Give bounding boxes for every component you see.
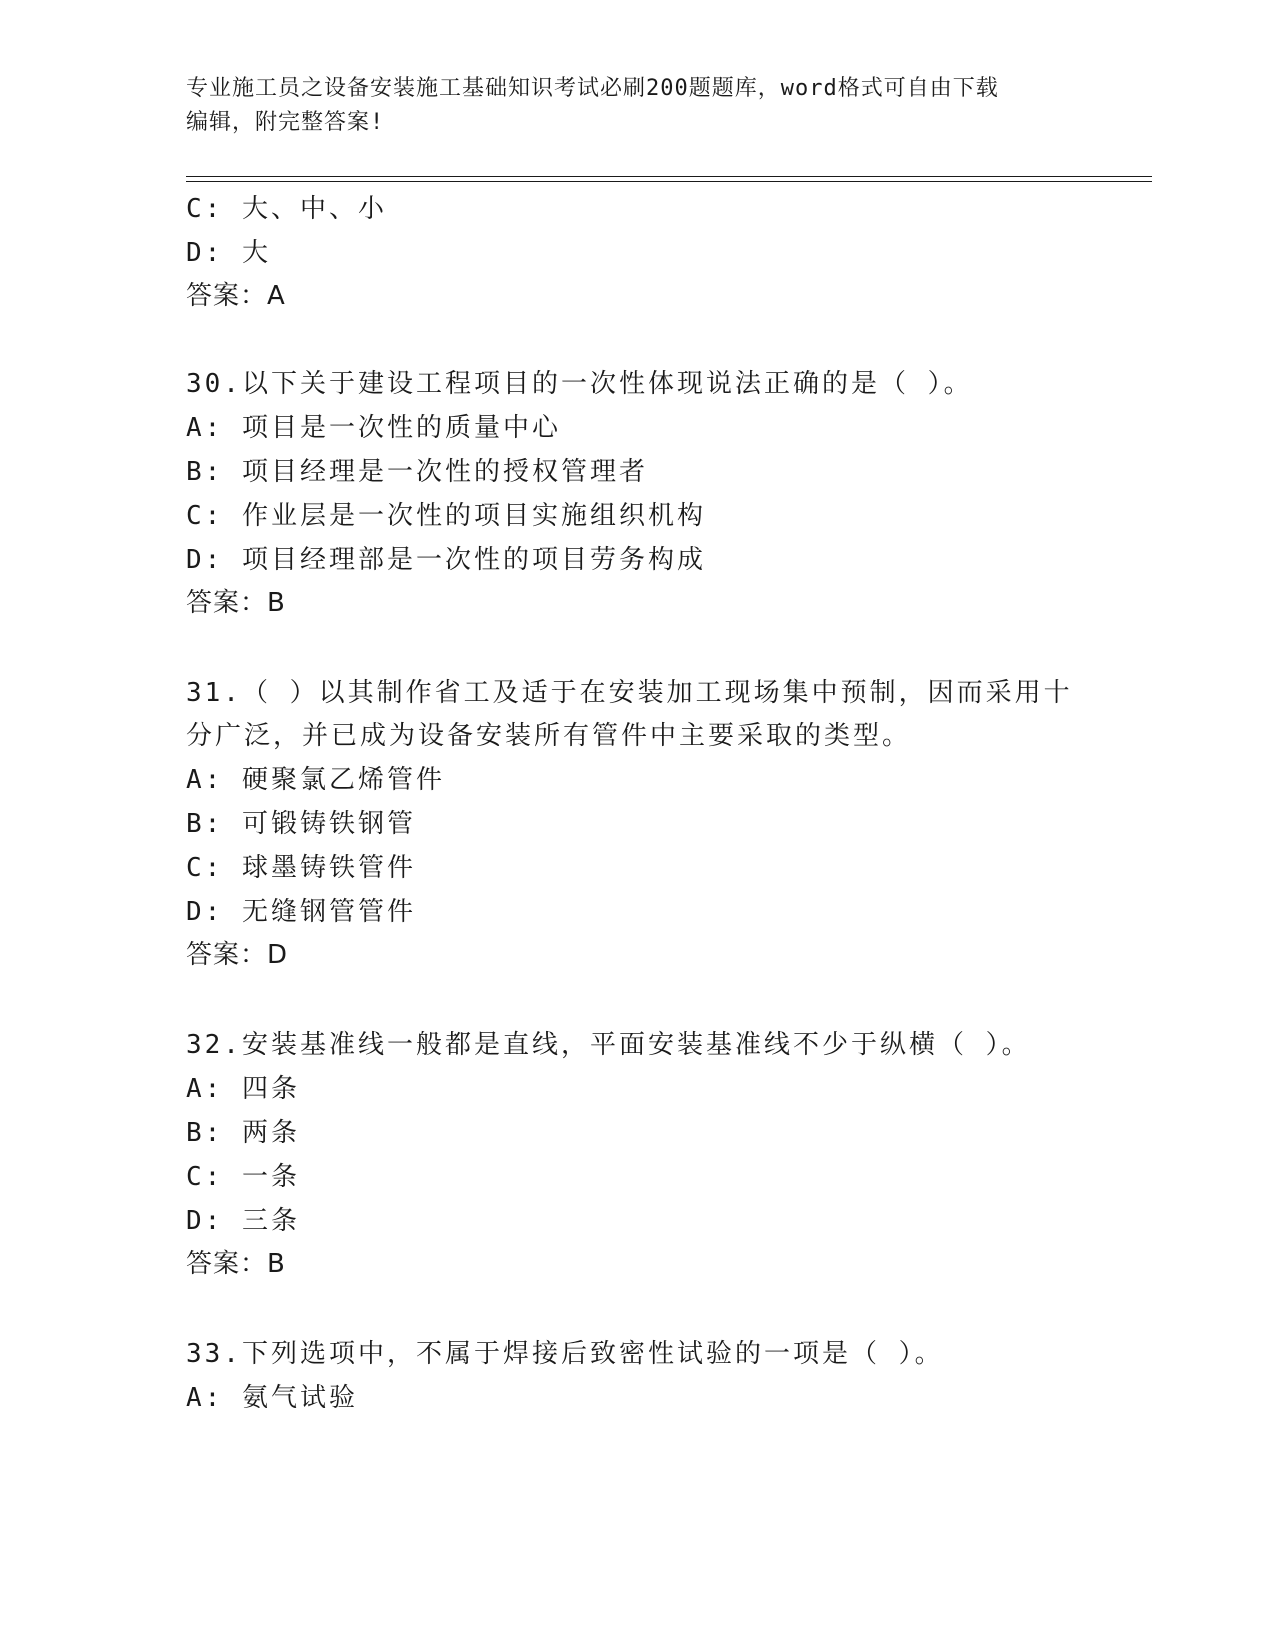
q32-option-b: B: 两条	[186, 1118, 300, 1148]
q31-question-line2: 分广泛，并已成为设备安装所有管件中主要采取的类型。	[186, 721, 912, 751]
q30-question: 30.以下关于建设工程项目的一次性体现说法正确的是（ ）。	[186, 369, 973, 399]
q33-option-a: A: 氨气试验	[186, 1383, 358, 1413]
q31-question-line1: 31.（ ）以其制作省工及适于在安装加工现场集中预制，因而采用十	[186, 678, 1073, 708]
q33-question: 33.下列选项中，不属于焊接后致密性试验的一项是（ ）。	[186, 1339, 944, 1369]
document-header	[186, 72, 1086, 140]
q30-option-a: A: 项目是一次性的质量中心	[186, 413, 561, 443]
prev-option-d: D: 大	[186, 238, 271, 268]
q32-question: 32.安装基准线一般都是直线，平面安装基准线不少于纵横（ ）。	[186, 1030, 1031, 1060]
header-title-line1: 专业施工员之设备安装施工基础知识考试必刷200题题库，word格式可自由下载	[186, 76, 999, 101]
q31-answer: 答案：D	[186, 940, 289, 970]
q30-answer: 答案：B	[186, 588, 286, 618]
q31-option-a: A: 硬聚氯乙烯管件	[186, 765, 445, 795]
q30-option-d: D: 项目经理部是一次性的项目劳务构成	[186, 545, 706, 575]
q32-answer: 答案：B	[186, 1249, 286, 1279]
q31-option-c: C: 球墨铸铁管件	[186, 853, 416, 883]
q32-option-a: A: 四条	[186, 1074, 300, 1104]
q32-option-d: D: 三条	[186, 1206, 300, 1236]
q30-option-b: B: 项目经理是一次性的授权管理者	[186, 457, 648, 487]
prev-option-c: C: 大、中、小	[186, 194, 387, 224]
header-divider-bottom	[186, 181, 1152, 182]
q31-option-d: D: 无缝钢管管件	[186, 897, 416, 927]
q32-option-c: C: 一条	[186, 1162, 300, 1192]
q31-option-b: B: 可锻铸铁钢管	[186, 809, 416, 839]
header-divider-top	[186, 176, 1152, 177]
header-title-line2: 编辑，附完整答案!	[186, 110, 385, 135]
q30-option-c: C: 作业层是一次性的项目实施组织机构	[186, 501, 706, 531]
prev-answer: 答案：A	[186, 281, 286, 311]
